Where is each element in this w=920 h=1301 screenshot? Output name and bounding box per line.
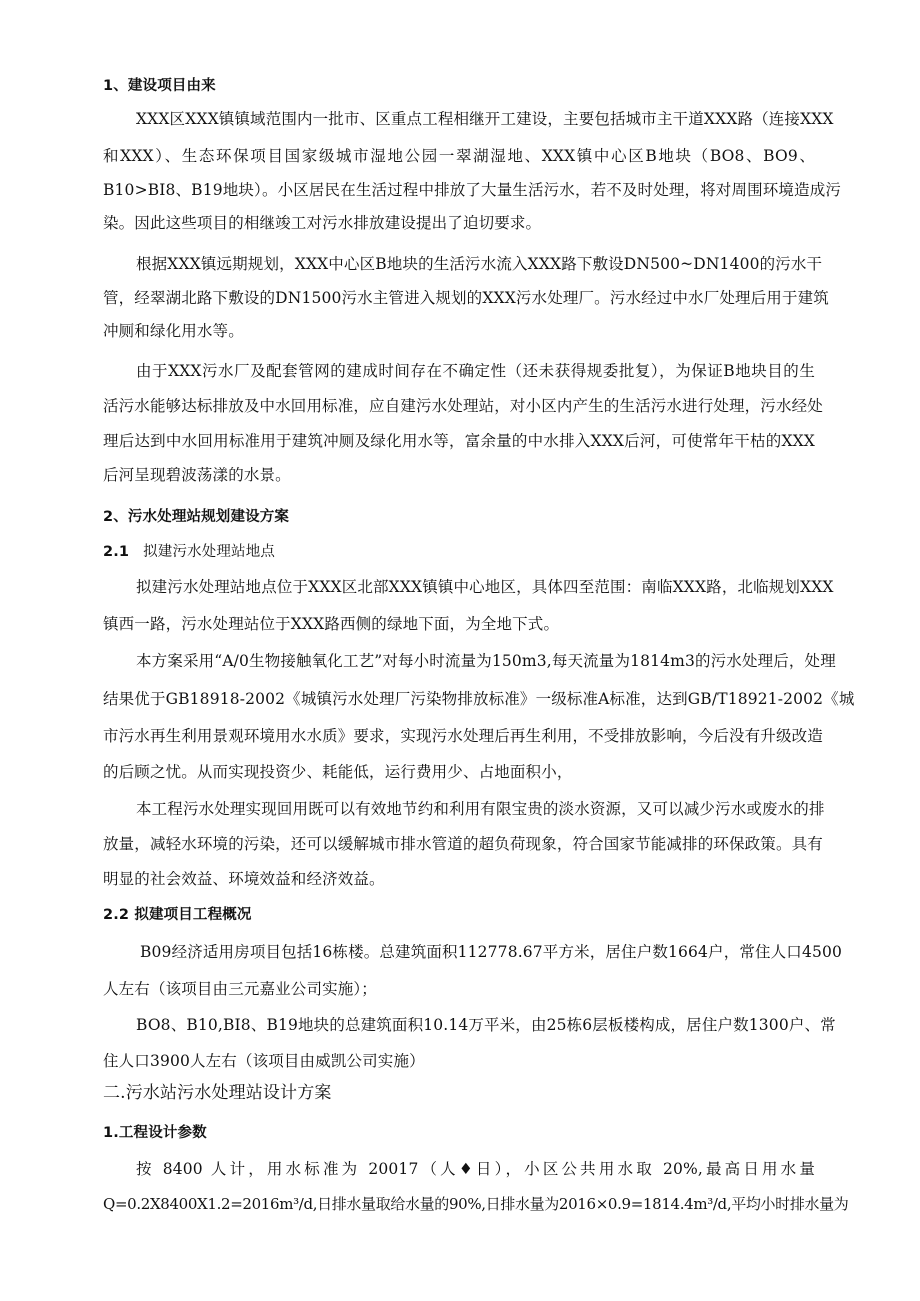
- p21-p1-line-1: 按 8400 人计，用水标准为 20017（人♦日），小区公共用水取 20%,最高日用水量: [136, 1160, 815, 1178]
- s1-p2-line-2: 管，经翠湖北路下敷设的DN1500污水主管进入规划的XXX污水处理厂。污水经过中水厂处理后用于建筑: [103, 289, 829, 307]
- s21-p2-line-1: 本方案采用“A/0生物接触氧化工艺”对每小时流量为150m3,每天流量为1814m3的污水处理后，处理: [136, 652, 836, 670]
- s1-p1-line-2: 和XXX）、生态环保项目国家级城市湿地公园一翠湖湿地、XXX镇中心区B地块（BO8、BO9、: [103, 147, 815, 165]
- s1-p3-line-2: 活污水能够达标排放及中水回用标准，应自建污水处理站，对小区内产生的生活污水进行处理，污水经处: [103, 397, 823, 415]
- s21-p3-line-3: 明显的社会效益、环境效益和经济效益。: [103, 870, 385, 888]
- section-2-1-title: 拟建污水处理站地点: [143, 544, 275, 560]
- s1-p2-line-3: 冲厕和绿化用水等。: [103, 322, 244, 340]
- s21-p1-line-1: 拟建污水处理站地点位于XXX区北部XXX镇镇中心地区，具体四至范围：南临XXX路，北临规划XXX: [136, 578, 834, 596]
- p21-p1-line-2: Q=0.2X8400X1.2=2016m³/d,日排水量取给水量的90%,日排水量为2016×0.9=1814.4m³/d,平均小时排水量为: [103, 1195, 849, 1213]
- s21-p3-line-1: 本工程污水处理实现回用既可以有效地节约和利用有限宝贵的淡水资源，又可以减少污水或废水的排: [136, 800, 825, 818]
- s22-p1-line-1: B09经济适用房项目包括16栋楼。总建筑面积112778.67平方米，居住户数1664户，常住人口4500: [140, 943, 843, 961]
- s21-p1-line-2: 镇西一路，污水处理站位于XXX路西侧的绿地下面，为全地下式。: [103, 615, 560, 633]
- part-2-1-heading: 1.工程设计参数: [103, 1125, 207, 1141]
- s1-p1-line-1: XXX区XXX镇镇域范围内一批市、区重点工程相继开工建设，主要包括城市主干道XXX路（连接XXX: [136, 110, 834, 128]
- section-2-1-heading: [103, 542, 815, 562]
- s21-p2-line-2: 结果优于GB18918-2002《城镇污水处理厂污染物排放标准》一级标准A标准，达到GB/T18921-2002《城: [103, 690, 855, 708]
- s1-p1-line-3: B10>BI8、B19地块）。小区居民在生活过程中排放了大量生活污水，若不及时处理，将对周围环境造成污: [103, 181, 841, 199]
- section-2-1-number: 2.1: [103, 544, 130, 560]
- s21-p2-line-3: 市污水再生利用景观环境用水水质》要求，实现污水处理后再生利用，不受排放影响，今后没有升级改造: [103, 727, 823, 745]
- section-2-2-heading: 2.2 拟建项目工程概况: [103, 907, 252, 923]
- s22-p2-line-1: BO8、B10,BI8、B19地块的总建筑面积10.14万平米，由25栋6层板楼构成，居住户数1300户、常: [136, 1016, 836, 1034]
- s22-p2-line-2: 住人口3900人左右（该项目由威凯公司实施）: [103, 1052, 425, 1070]
- s1-p2-line-1: 根据XXX镇远期规划，XXX中心区B地块的生活污水流入XXX路下敷设DN500~DN1400的污水干: [136, 255, 823, 273]
- s1-p3-line-1: 由于XXX污水厂及配套管网的建成时间存在不确定性（还未获得规委批复），为保证B地块目的生: [136, 362, 815, 380]
- s21-p2-line-4: 的后顾之忧。从而实现投资少、耗能低，运行费用少、占地面积小，: [103, 763, 573, 781]
- s22-p1-line-2: 人左右（该项目由三元嘉业公司实施）；: [103, 980, 377, 998]
- s1-p3-line-3: 理后达到中水回用标准用于建筑冲厕及绿化用水等，富余量的中水排入XXX后河，可使常年干枯的XXX: [103, 432, 815, 450]
- s21-p3-line-2: 放量，减轻水环境的污染，还可以缓解城市排水管道的超负荷现象，符合国家节能减排的环保政策。具有: [103, 835, 823, 853]
- s1-p1-line-4: 染。因此这些项目的相继竣工对污水排放建设提出了迫切要求。: [103, 214, 542, 232]
- s1-p3-line-4: 后河呈现碧波荡漾的水景。: [103, 466, 291, 484]
- section-1-heading: 1、建设项目由来: [103, 78, 216, 94]
- section-2-heading: 2、污水处理站规划建设方案: [103, 509, 290, 525]
- part-2-heading: 二.污水站污水处理站设计方案: [103, 1083, 332, 1103]
